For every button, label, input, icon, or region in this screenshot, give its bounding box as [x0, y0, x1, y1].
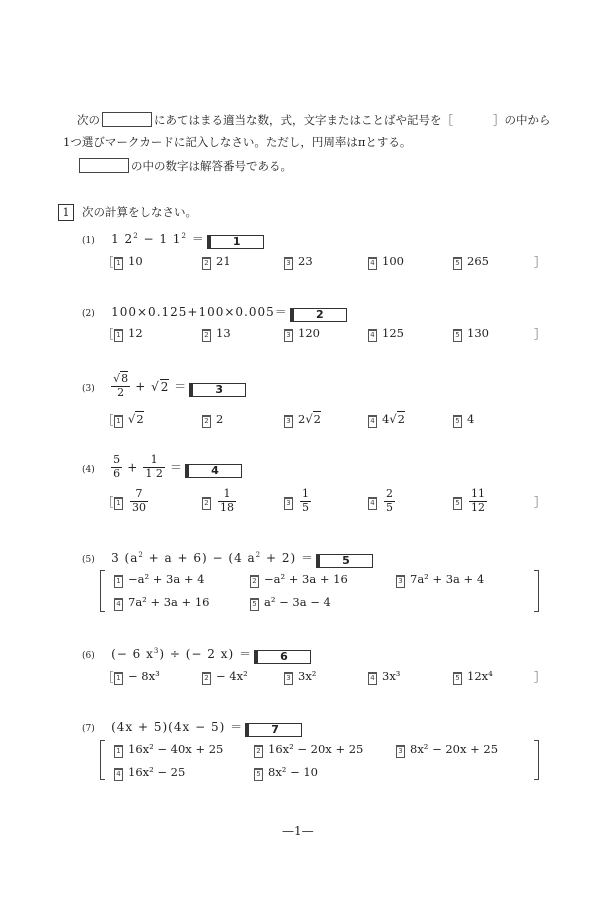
- choice-mark-icon: 2: [202, 257, 211, 270]
- choice-mark-icon: 3: [284, 672, 293, 685]
- choice-mark-icon: 2: [202, 329, 211, 342]
- choice-3-1[interactable]: 1 √2: [114, 412, 144, 428]
- choice-4-1-frac: [130, 488, 148, 514]
- choice-3-4[interactable]: 4 4√2: [368, 412, 405, 428]
- choice-mark-icon: 1: [114, 257, 123, 270]
- choice-6-4[interactable]: [368, 669, 400, 685]
- choice-mark-icon: 4: [368, 329, 377, 342]
- instruction-line-3: [77, 158, 292, 173]
- bracket-close: ］: [534, 495, 546, 509]
- choice-label: 2: [216, 412, 224, 426]
- question-expression: + √2 ＝: [135, 379, 188, 394]
- choice-mark-icon: 4: [114, 598, 123, 611]
- choice-1-5[interactable]: [453, 254, 489, 270]
- instruction-text: にあてはまる適当な数，式，文字またはことばや記号を［: [154, 113, 453, 127]
- choice-mark-icon: 2: [202, 415, 211, 428]
- choice-3-3[interactable]: 3 2√2: [284, 412, 321, 428]
- choice-label: 130: [467, 326, 489, 340]
- choice-6-1[interactable]: [114, 669, 160, 685]
- choice-4-2-frac: [218, 488, 236, 514]
- choice-label: − 4x²: [216, 669, 248, 683]
- plus-sign: +: [127, 460, 139, 475]
- choice-4-5[interactable]: [453, 494, 467, 510]
- denominator: 5: [386, 500, 393, 514]
- question-expression: (4x + 5)(4x − 5) ＝: [111, 720, 244, 734]
- question-expression: 3 $(a^2 + a + 6) - (4$ $a^2 + 2$) ＝: [111, 551, 314, 565]
- choice-mark-icon: 1: [114, 497, 123, 510]
- choice-mark-icon: 1: [114, 672, 123, 685]
- choice-2-5[interactable]: [453, 326, 489, 342]
- blank-box: [102, 112, 152, 127]
- choice-label: 100: [382, 254, 404, 268]
- question-2: [82, 301, 347, 322]
- choice-label: 16x² − 25: [128, 765, 186, 779]
- choice-mark-icon: 5: [453, 257, 462, 270]
- bracket-open: ［: [102, 255, 114, 269]
- equals-sign: ＝: [169, 460, 183, 475]
- choice-5-2[interactable]: [250, 572, 348, 588]
- question-3: [82, 373, 246, 399]
- choice-5-5[interactable]: [250, 595, 331, 611]
- choice-1-3[interactable]: [284, 254, 313, 270]
- choice-mark-icon: 2: [250, 575, 259, 588]
- choice-mark-icon: 4: [368, 672, 377, 685]
- answer-box[interactable]: 2: [290, 308, 347, 322]
- choice-label: −a² + 3a + 4: [128, 572, 205, 586]
- bracket-open: [100, 740, 105, 780]
- choice-mark-icon: 4: [368, 415, 377, 428]
- bracket-open: ［: [102, 495, 114, 509]
- numerator: 11: [471, 487, 485, 500]
- choice-mark-icon: 1: [114, 329, 123, 342]
- question-5: [82, 547, 373, 568]
- choice-4-1[interactable]: [114, 494, 128, 510]
- denominator: 12: [471, 500, 485, 514]
- choice-mark-icon: 5: [453, 329, 462, 342]
- denominator: 30: [132, 500, 146, 514]
- choices-row-6: [102, 669, 552, 685]
- choice-label: 3x²: [298, 669, 317, 683]
- question-number: (3): [82, 383, 95, 394]
- question-expression: (− 6 $x^3$) ÷ (− 2 x) ＝: [111, 647, 252, 661]
- numerator: 2: [386, 487, 393, 500]
- choice-6-2[interactable]: [202, 669, 248, 685]
- choice-mark-icon: 5: [453, 415, 462, 428]
- choice-2-4[interactable]: [368, 326, 404, 342]
- denominator: 18: [220, 500, 234, 514]
- choice-5-1[interactable]: [114, 572, 205, 588]
- choice-mark-icon: 1: [114, 745, 123, 758]
- choice-label: 7a² + 3a + 4: [410, 572, 485, 586]
- choices-row-4: [102, 488, 552, 520]
- question-expression: 1 $2^2 - 1$ $1^2$ ＝: [111, 232, 205, 246]
- choice-label: 8x² − 10: [268, 765, 318, 779]
- instruction-text: 次の: [77, 113, 100, 127]
- instruction-text: ］の中から: [493, 113, 551, 127]
- choice-label: 265: [467, 254, 489, 268]
- bracket-open: ［: [102, 327, 114, 341]
- choice-label: 8x² − 20x + 25: [410, 742, 499, 756]
- bracket-close: [534, 570, 539, 612]
- page-number: —1—: [282, 824, 314, 838]
- choice-3-2[interactable]: [202, 412, 223, 428]
- choice-label: 23: [298, 254, 313, 268]
- answer-box[interactable]: 5: [316, 554, 373, 568]
- section-header: [58, 204, 197, 221]
- fraction: $\frac{√8}{2}$: [113, 372, 129, 399]
- choice-4-3[interactable]: [284, 494, 298, 510]
- fraction: $\frac{5}{6}$: [113, 453, 121, 480]
- choice-4-4[interactable]: [368, 494, 382, 510]
- choice-4-2[interactable]: [202, 494, 216, 510]
- numerator: 7: [130, 488, 148, 502]
- choice-label: 12: [128, 326, 143, 340]
- choice-mark-icon: 3: [396, 575, 405, 588]
- choice-label: −a² + 3a + 16: [264, 572, 348, 586]
- choice-7-1[interactable]: [114, 742, 223, 758]
- choice-5-3[interactable]: [396, 572, 484, 588]
- choices-row-2: [102, 326, 552, 342]
- question-expression: 100×0.125+100×0.005＝: [111, 305, 288, 319]
- choice-mark-icon: 3: [284, 497, 293, 510]
- choice-label: 16x² − 40x + 25: [128, 742, 224, 756]
- choice-3-5[interactable]: 5 4: [453, 412, 474, 428]
- bracket-close: ］: [534, 255, 546, 269]
- choice-4-5-frac: [469, 488, 487, 514]
- choice-mark-icon: 5: [254, 768, 263, 781]
- choice-mark-icon: 5: [453, 672, 462, 685]
- choice-mark-icon: 3: [396, 745, 405, 758]
- bracket-open: [100, 570, 105, 612]
- choice-7-5[interactable]: [254, 765, 318, 781]
- choice-1-4[interactable]: [368, 254, 404, 270]
- choice-2-1[interactable]: [114, 326, 143, 342]
- choice-mark-icon: 3: [284, 329, 293, 342]
- answer-box[interactable]: 4: [185, 464, 242, 478]
- instruction-text: の中の数字は解答番号である。: [131, 159, 292, 173]
- choice-mark-icon: 1: [114, 575, 123, 588]
- instruction-line-2: 1つ選びマークカードに記入しなさい。ただし，円周率はπとする。: [63, 135, 412, 149]
- choice-mark-icon: 3: [284, 415, 293, 428]
- choices-row-7: [114, 742, 534, 782]
- choice-label: 125: [382, 326, 404, 340]
- choice-1-2[interactable]: [202, 254, 231, 270]
- question-number: (5): [82, 555, 95, 565]
- choices-row-3: [102, 412, 552, 428]
- choice-label: − 8x³: [128, 669, 160, 683]
- question-1: [82, 228, 264, 249]
- choice-2-3[interactable]: [284, 326, 320, 342]
- choice-mark-icon: 2: [202, 672, 211, 685]
- choice-label: 21: [216, 254, 231, 268]
- blank-box: [79, 158, 129, 173]
- choice-mark-icon: 5: [250, 598, 259, 611]
- bracket-close: ］: [534, 327, 546, 341]
- section-title: 次の計算をしなさい。: [82, 205, 197, 219]
- choice-6-3[interactable]: [284, 669, 316, 685]
- fraction: $\frac{1}{1 2}$: [145, 453, 163, 480]
- choice-label: 7a² + 3a + 16: [128, 595, 210, 609]
- choice-mark-icon: 5: [453, 497, 462, 510]
- section-number: 1: [58, 204, 74, 221]
- choice-mark-icon: 2: [254, 745, 263, 758]
- choice-mark-icon: 2: [202, 497, 211, 510]
- question-4: [82, 454, 242, 480]
- choice-mark-icon: 4: [368, 257, 377, 270]
- choice-5-4[interactable]: [114, 595, 209, 611]
- question-number: (1): [82, 236, 95, 246]
- choice-mark-icon: 1: [114, 415, 123, 428]
- choice-4-3-frac: [300, 488, 311, 514]
- choice-mark-icon: 4: [368, 497, 377, 510]
- choice-label: 13: [216, 326, 231, 340]
- choice-1-1[interactable]: [114, 254, 143, 270]
- numerator: 1: [302, 487, 309, 500]
- choice-label: a² − 3a − 4: [264, 595, 331, 609]
- choice-label: 120: [298, 326, 320, 340]
- choice-mark-icon: 4: [114, 768, 123, 781]
- denominator: 5: [302, 500, 309, 514]
- bracket-close: ］: [534, 670, 546, 684]
- bracket-close: [534, 740, 539, 780]
- choice-7-4[interactable]: [114, 765, 185, 781]
- choice-4-4-frac: [384, 488, 395, 514]
- answer-box[interactable]: 1: [207, 235, 264, 249]
- choice-7-3[interactable]: [396, 742, 498, 758]
- question-number: (4): [82, 464, 95, 475]
- choice-label: 3x³: [382, 669, 401, 683]
- choice-6-5[interactable]: [453, 669, 493, 685]
- choice-7-2[interactable]: [254, 742, 363, 758]
- instruction-line-1: [77, 112, 551, 127]
- choices-row-5: [114, 572, 534, 612]
- choice-label: 10: [128, 254, 143, 268]
- numerator: 1: [218, 488, 236, 502]
- choice-label: 12x⁴: [467, 669, 493, 683]
- bracket-open: ［: [102, 413, 114, 427]
- question-number: (2): [82, 309, 95, 319]
- answer-box[interactable]: 6: [254, 650, 311, 664]
- question-number: (6): [82, 651, 95, 661]
- question-6: [82, 643, 311, 664]
- answer-box[interactable]: 7: [245, 723, 302, 737]
- choice-mark-icon: 3: [284, 257, 293, 270]
- bracket-open: ［: [102, 670, 114, 684]
- choice-2-2[interactable]: [202, 326, 231, 342]
- answer-box[interactable]: 3: [189, 383, 246, 397]
- question-7: [82, 716, 302, 737]
- choices-row-1: [102, 254, 552, 270]
- question-number: (7): [82, 724, 95, 734]
- choice-label: 16x² − 20x + 25: [268, 742, 364, 756]
